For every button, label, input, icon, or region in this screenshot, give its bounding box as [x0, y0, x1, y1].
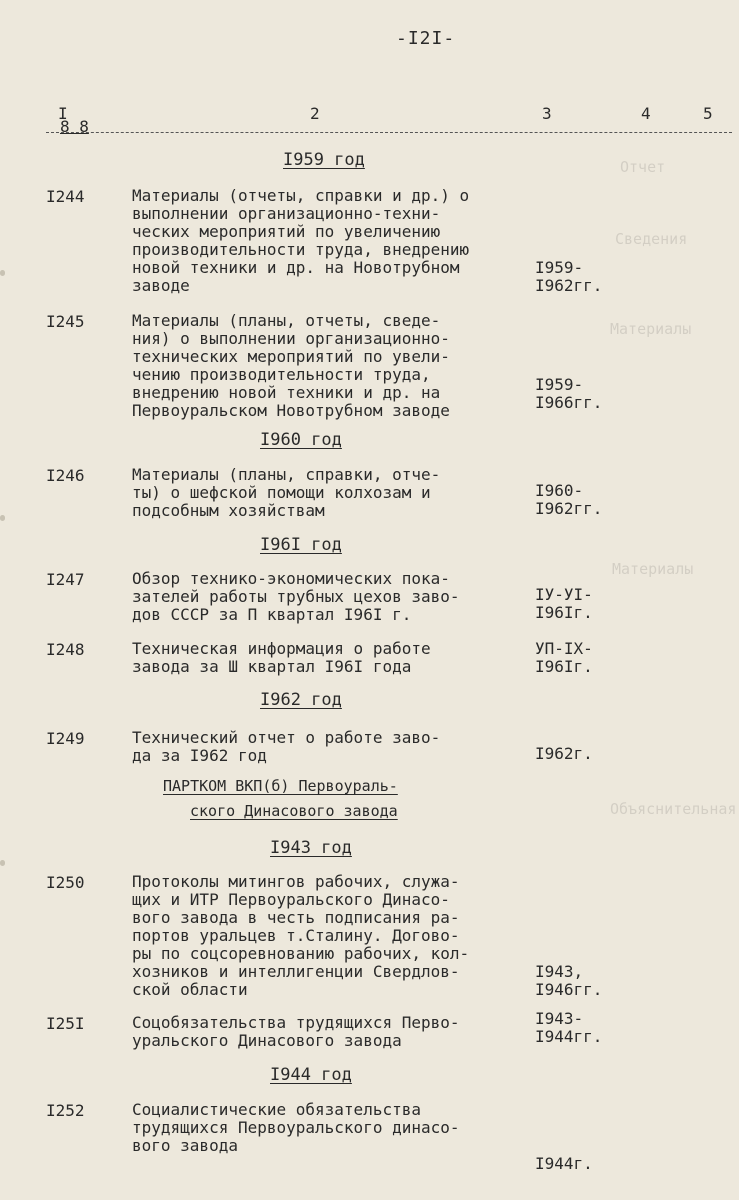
organization-heading-line2: ского Динасового завода	[190, 802, 398, 820]
entry-date: УП-IХ- I96Iг.	[535, 639, 593, 676]
entry-number: I246	[46, 466, 85, 485]
entry-date: I944г.	[535, 1154, 593, 1173]
year-heading: I960 год	[260, 430, 342, 450]
bleed-through-text: Сведения	[615, 230, 688, 248]
entry-description: Социалистические обязательства трудящихся Первоуральского динасо- вого завода	[132, 1100, 460, 1155]
entry-number: I245	[46, 312, 85, 331]
entry-description: Протоколы митингов рабочих, служа- щих и ИТР Первоуральского Динасо- вого завода в честь подписания ра- портов уральцев т.Сталину. Догово- ры по соцсоревнованию рабочих, кол- хозников и интеллигенции Свердлов- ской области	[132, 872, 470, 999]
bleed-through-text: Материалы	[610, 320, 692, 338]
header-divider	[46, 132, 732, 133]
entry-description: Соцобязательства трудящихся Перво- уральского Динасового завода	[132, 1013, 460, 1050]
column-header-5: 5	[703, 104, 713, 123]
column-header-1: I	[58, 104, 68, 123]
entry-description: Технический отчет о работе заво- да за I962 год	[132, 728, 441, 765]
bleed-through-text: Объяснительная	[610, 800, 737, 818]
bleed-through-text: Отчет	[620, 158, 666, 176]
organization-heading-line1: ПАРТКОМ ВКП(б) Первоураль-	[163, 777, 398, 795]
entry-number: I25I	[46, 1014, 85, 1033]
year-heading: I962 год	[260, 690, 342, 710]
entry-date: I959- I966гг.	[535, 375, 603, 412]
entry-date: IУ-УI- I96Iг.	[535, 585, 593, 622]
binding-hole	[0, 270, 5, 276]
binding-hole	[0, 515, 5, 521]
entry-number: I252	[46, 1101, 85, 1120]
page-number: -I2I-	[396, 28, 456, 49]
column-header-3: 3	[542, 104, 552, 123]
entry-description: Материалы (планы, отчеты, сведе- ния) о выполнении организационно- технических мероприятий по увели- чению производительности труда, внедрению новой техники и др. на Первоуральском Новотрубном заводе	[132, 311, 450, 420]
year-heading: I944 год	[270, 1065, 352, 1085]
entry-date: I943- I944гг.	[535, 1009, 603, 1046]
entry-number: I247	[46, 570, 85, 589]
bleed-through-text: Материалы	[612, 560, 694, 578]
entry-description: Обзор технико-экономических пока- зателей работы трубных цехов заво- дов СССР за П квартал I96I г.	[132, 569, 460, 624]
entry-date: I960- I962гг.	[535, 481, 603, 518]
year-heading: I959 год	[283, 150, 365, 170]
year-heading: I96I год	[260, 535, 342, 555]
entry-date: I962г.	[535, 744, 593, 763]
entry-description: Техническая информация о работе завода за Ш квартал I96I года	[132, 639, 431, 676]
column-header-2: 2	[310, 104, 320, 123]
entry-description: Материалы (планы, справки, отче- ты) о шефской помощи колхозам и подсобным хозяйствам	[132, 465, 441, 520]
entry-number: I248	[46, 640, 85, 659]
entry-date: I959- I962гг.	[535, 258, 603, 295]
entry-number: I244	[46, 187, 85, 206]
entry-date: I943, I946гг.	[535, 962, 603, 999]
column-header-4: 4	[641, 104, 651, 123]
entry-number: I249	[46, 729, 85, 748]
entry-number: I250	[46, 873, 85, 892]
binding-hole	[0, 860, 5, 866]
entry-description: Материалы (отчеты, справки и др.) о выполнении организационно-техни- ческих мероприятий по увеличению производительности труда, внедрению новой техники и др. на Новотрубном заводе	[132, 186, 470, 295]
year-heading: I943 год	[270, 838, 352, 858]
column-header-1b: 8 8	[60, 117, 89, 136]
